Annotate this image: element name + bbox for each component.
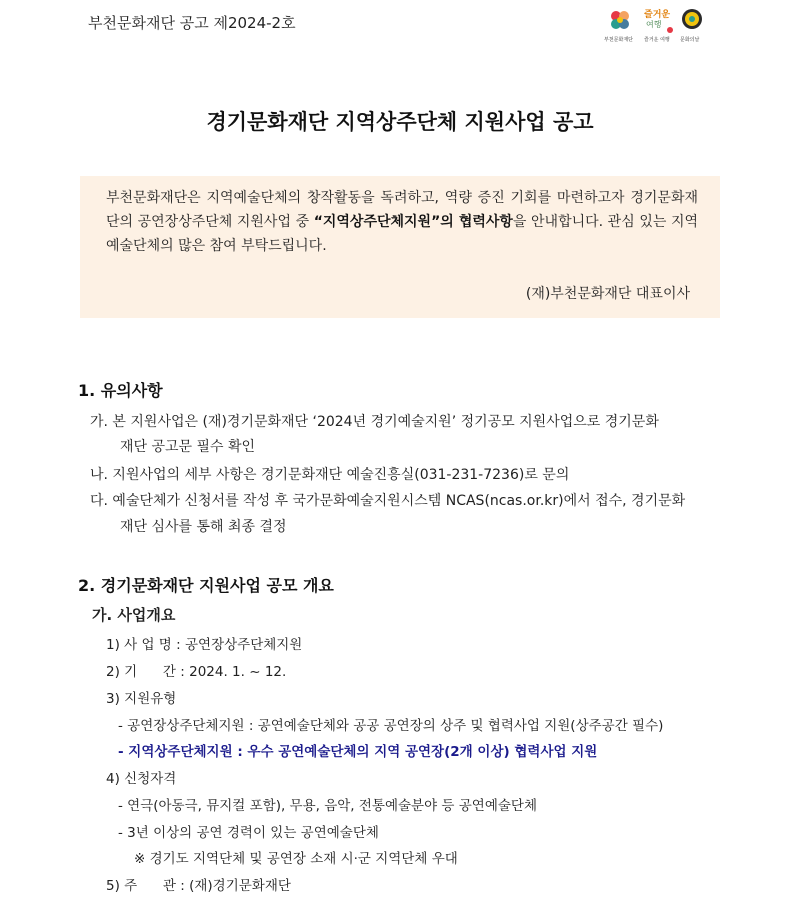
- header-logos: [602, 6, 716, 46]
- intro-box: [80, 176, 720, 318]
- eligibility-preference-note: ※ 경기도 지역단체 및 공연장 소재 시·군 지역단체 우대: [134, 851, 458, 867]
- overview-support-type: 3) 지원유형: [106, 691, 177, 707]
- svg-text:즐거운: 즐거운: [644, 10, 671, 20]
- intro-text-2: 을 안내합니다. 관심 있는 지역 예술단체의 많은 참여 부탁드립니다.: [106, 214, 699, 254]
- intro-paragraph: [106, 186, 698, 258]
- notice-item-da-cont: 재단 심사를 통해 최종 결정: [120, 519, 287, 535]
- notice-item-da: 다. 예술단체가 신청서를 작성 후 국가문화예술지원시스템 NCAS(ncas.or.kr)에서 접수, 경기문화: [90, 493, 686, 509]
- notice-item-na: 나. 지원사업의 세부 사항은 경기문화재단 예술진흥실(031-231-7236)로 문의: [90, 467, 570, 483]
- intro-text-1: 부천문화재단은 지역예술단체의 창작활동을 독려하고, 역량 증진 기회를 마련하고자 경기문화재단의 공연장상주단체 지원사업 중: [106, 190, 698, 230]
- notice-item-ga-cont: 재단 공고문 필수 확인: [120, 439, 256, 455]
- section-2-subheading: 가. 사업개요: [92, 606, 176, 624]
- section-1-heading: 1. 유의사항: [78, 381, 163, 400]
- support-type-regional-resident: - 지역상주단체지원 : 우수 공연예술단체의 지역 공연장(2개 이상) 협력사업 지원: [118, 744, 598, 760]
- svg-text:여행: 여행: [646, 20, 662, 29]
- bucheon-cultural-foundation-logo: 부천문화재단: [602, 6, 638, 46]
- notice-number: 부천문화재단 공고 제2024-2호: [88, 14, 296, 32]
- overview-period: 2) 기 간 : 2024. 1. ~ 12.: [106, 664, 287, 680]
- document-title: 경기문화재단 지역상주단체 지원사업 공고: [206, 110, 594, 134]
- overview-eligibility: 4) 신청자격: [106, 771, 177, 787]
- support-type-theater-resident: - 공연장상주단체지원 : 공연예술단체와 공공 공연장의 상주 및 협력사업 지원(상주공간 필수): [118, 718, 664, 734]
- section-2-heading: 2. 경기문화재단 지원사업 공모 개요: [78, 576, 334, 595]
- eligibility-experience: - 3년 이상의 공연 경력이 있는 공연예술단체: [118, 825, 379, 841]
- joyful-festival-logo: 즐거운 여행 즐거운 여행: [640, 6, 676, 46]
- eligibility-genres: - 연극(아동극, 뮤지컬 포함), 무용, 음악, 전통예술분야 등 공연예술단체: [118, 798, 538, 814]
- notice-item-ga: 가. 본 지원사업은 (재)경기문화재단 ‘2024년 경기예술지원’ 정기공모 지원사업으로 경기문화: [90, 414, 659, 430]
- intro-bold-highlight: “지역상주단체지원”의 협력사항: [313, 214, 513, 230]
- intro-signature: (재)부천문화재단 대표이사: [525, 286, 690, 302]
- culture-day-logo: 문화의날: [678, 6, 716, 46]
- overview-host: 5) 주 관 : (재)경기문화재단: [106, 878, 291, 894]
- overview-project-name: 1) 사 업 명 : 공연장상주단체지원: [106, 637, 303, 653]
